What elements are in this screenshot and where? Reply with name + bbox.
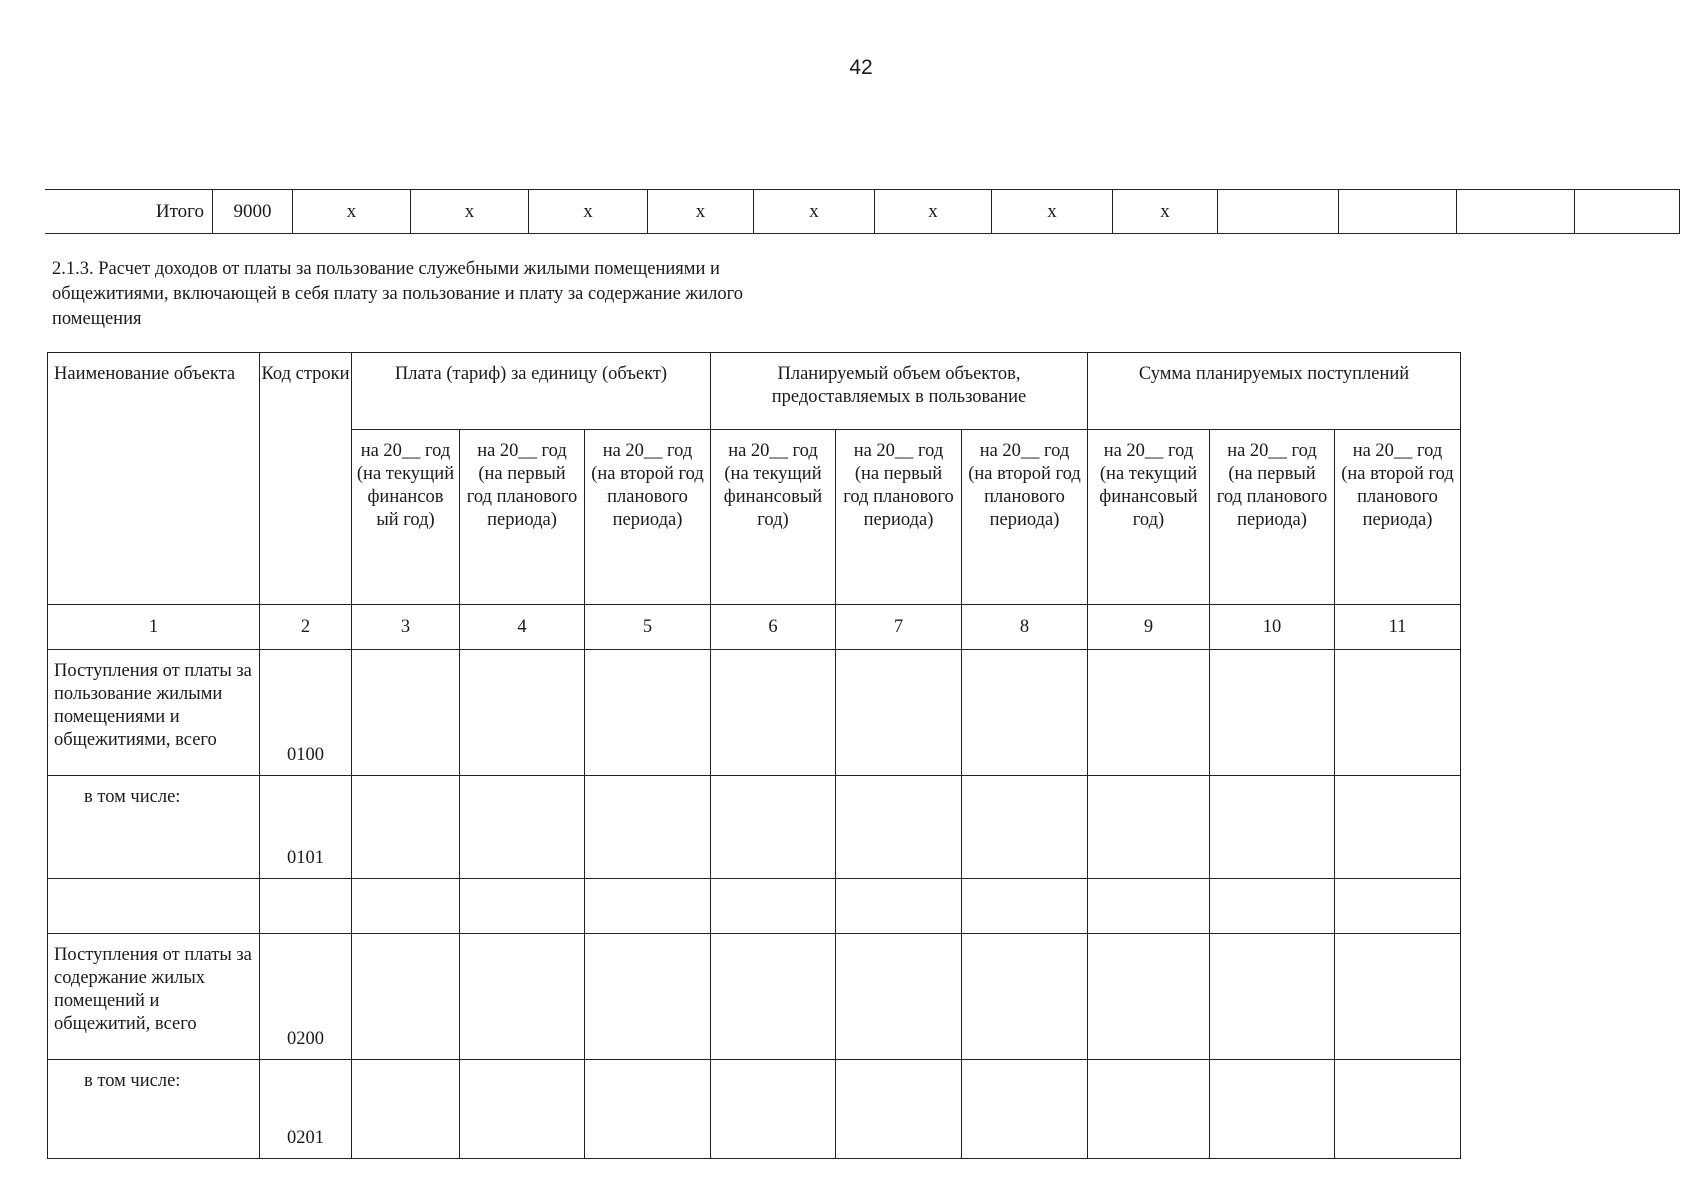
value-cell [585,650,711,776]
header-year: на 20__ год (на текущий финансовый год) [1088,430,1210,605]
header-group-sum: Сумма планируемых поступлений [1088,353,1461,430]
table-row [48,650,1461,776]
total-cell: x [529,190,648,234]
revenue-calculation-table [47,352,1461,1159]
total-cell: x [875,190,992,234]
column-number: 10 [1210,605,1335,650]
value-cell [352,934,460,1060]
value-cell [962,879,1088,934]
row-code: 0201 [260,1060,352,1159]
value-cell [352,1060,460,1159]
column-number: 6 [711,605,836,650]
value-cell [836,776,962,879]
value-cell [1088,650,1210,776]
total-cell: x [992,190,1113,234]
column-number: 9 [1088,605,1210,650]
row-code: 0101 [260,776,352,879]
value-cell [962,1060,1088,1159]
table-row [48,1060,1461,1159]
column-number: 2 [260,605,352,650]
header-year: на 20__ год (на первый год планового периода) [1210,430,1335,605]
value-cell [585,934,711,1060]
header-year: на 20__ год (на первый год планового периода) [836,430,962,605]
header-object-name: Наименование объекта [48,353,260,605]
row-name: Поступления от платы за содержание жилых помещений и общежитий, всего [48,934,260,1060]
value-cell [1210,1060,1335,1159]
value-cell [1210,879,1335,934]
value-cell [460,934,585,1060]
value-cell [711,879,836,934]
value-cell [1088,879,1210,934]
total-cell [1218,190,1339,234]
row-code: 0100 [260,650,352,776]
value-cell [460,650,585,776]
column-number: 3 [352,605,460,650]
header-row-groups [48,353,1461,430]
value-cell [585,1060,711,1159]
table-row [48,934,1461,1060]
value-cell [711,650,836,776]
header-year: на 20__ год (на текущий финансовый год) [711,430,836,605]
value-cell [585,776,711,879]
value-cell [962,776,1088,879]
value-cell [1335,879,1461,934]
value-cell [1335,1060,1461,1159]
value-cell [352,776,460,879]
total-label: Итого [45,190,213,234]
value-cell [1210,776,1335,879]
total-cell [1339,190,1457,234]
value-cell [836,650,962,776]
value-cell [1210,934,1335,1060]
value-cell [711,776,836,879]
header-year: на 20__ год (на текущий финансов ый год) [352,430,460,605]
value-cell [711,934,836,1060]
value-cell [962,650,1088,776]
value-cell [836,934,962,1060]
row-name [48,879,260,934]
total-cell [1575,190,1680,234]
header-year: на 20__ год (на второй год планового периода) [1335,430,1461,605]
row-code [260,879,352,934]
total-cell: x [754,190,875,234]
value-cell [460,776,585,879]
value-cell [836,1060,962,1159]
row-name: в том числе: [48,776,260,879]
total-cell: x [411,190,529,234]
table-row [48,879,1461,934]
value-cell [1335,934,1461,1060]
value-cell [1335,776,1461,879]
value-cell [836,879,962,934]
column-number: 11 [1335,605,1461,650]
value-cell [585,879,711,934]
section-heading: 2.1.3. Расчет доходов от платы за пользование служебными жилыми помещениями и общежитиями, включающей в себя плату за пользование и плату за содержание жилого помещения [52,259,743,329]
total-cell: x [648,190,754,234]
total-code: 9000 [213,190,293,234]
header-group-volume: Планируемый объем объектов, предоставляемых в пользование [711,353,1088,430]
total-cell [1457,190,1575,234]
column-number: 7 [836,605,962,650]
value-cell [962,934,1088,1060]
value-cell [352,650,460,776]
total-cell: x [1113,190,1218,234]
page-number: 42 [849,56,873,79]
value-cell [1088,934,1210,1060]
value-cell [460,1060,585,1159]
value-cell [1088,1060,1210,1159]
value-cell [1210,650,1335,776]
header-year: на 20__ год (на первый год планового периода) [460,430,585,605]
total-row [45,190,1680,234]
header-year: на 20__ год (на второй год планового периода) [962,430,1088,605]
column-number: 1 [48,605,260,650]
table-row [48,776,1461,879]
row-name: в том числе: [48,1060,260,1159]
column-number: 4 [460,605,585,650]
value-cell [1335,650,1461,776]
total-row-table [45,189,1680,234]
value-cell [352,879,460,934]
header-row-code: Код строки [260,353,352,605]
column-number: 5 [585,605,711,650]
column-number-row [48,605,1461,650]
total-cell: x [293,190,411,234]
header-year: на 20__ год (на второй год планового периода) [585,430,711,605]
column-number: 8 [962,605,1088,650]
value-cell [1088,776,1210,879]
row-name: Поступления от платы за пользование жилыми помещениями и общежитиями, всего [48,650,260,776]
value-cell [460,879,585,934]
header-group-tariff: Плата (тариф) за единицу (объект) [352,353,711,430]
value-cell [711,1060,836,1159]
row-code: 0200 [260,934,352,1060]
